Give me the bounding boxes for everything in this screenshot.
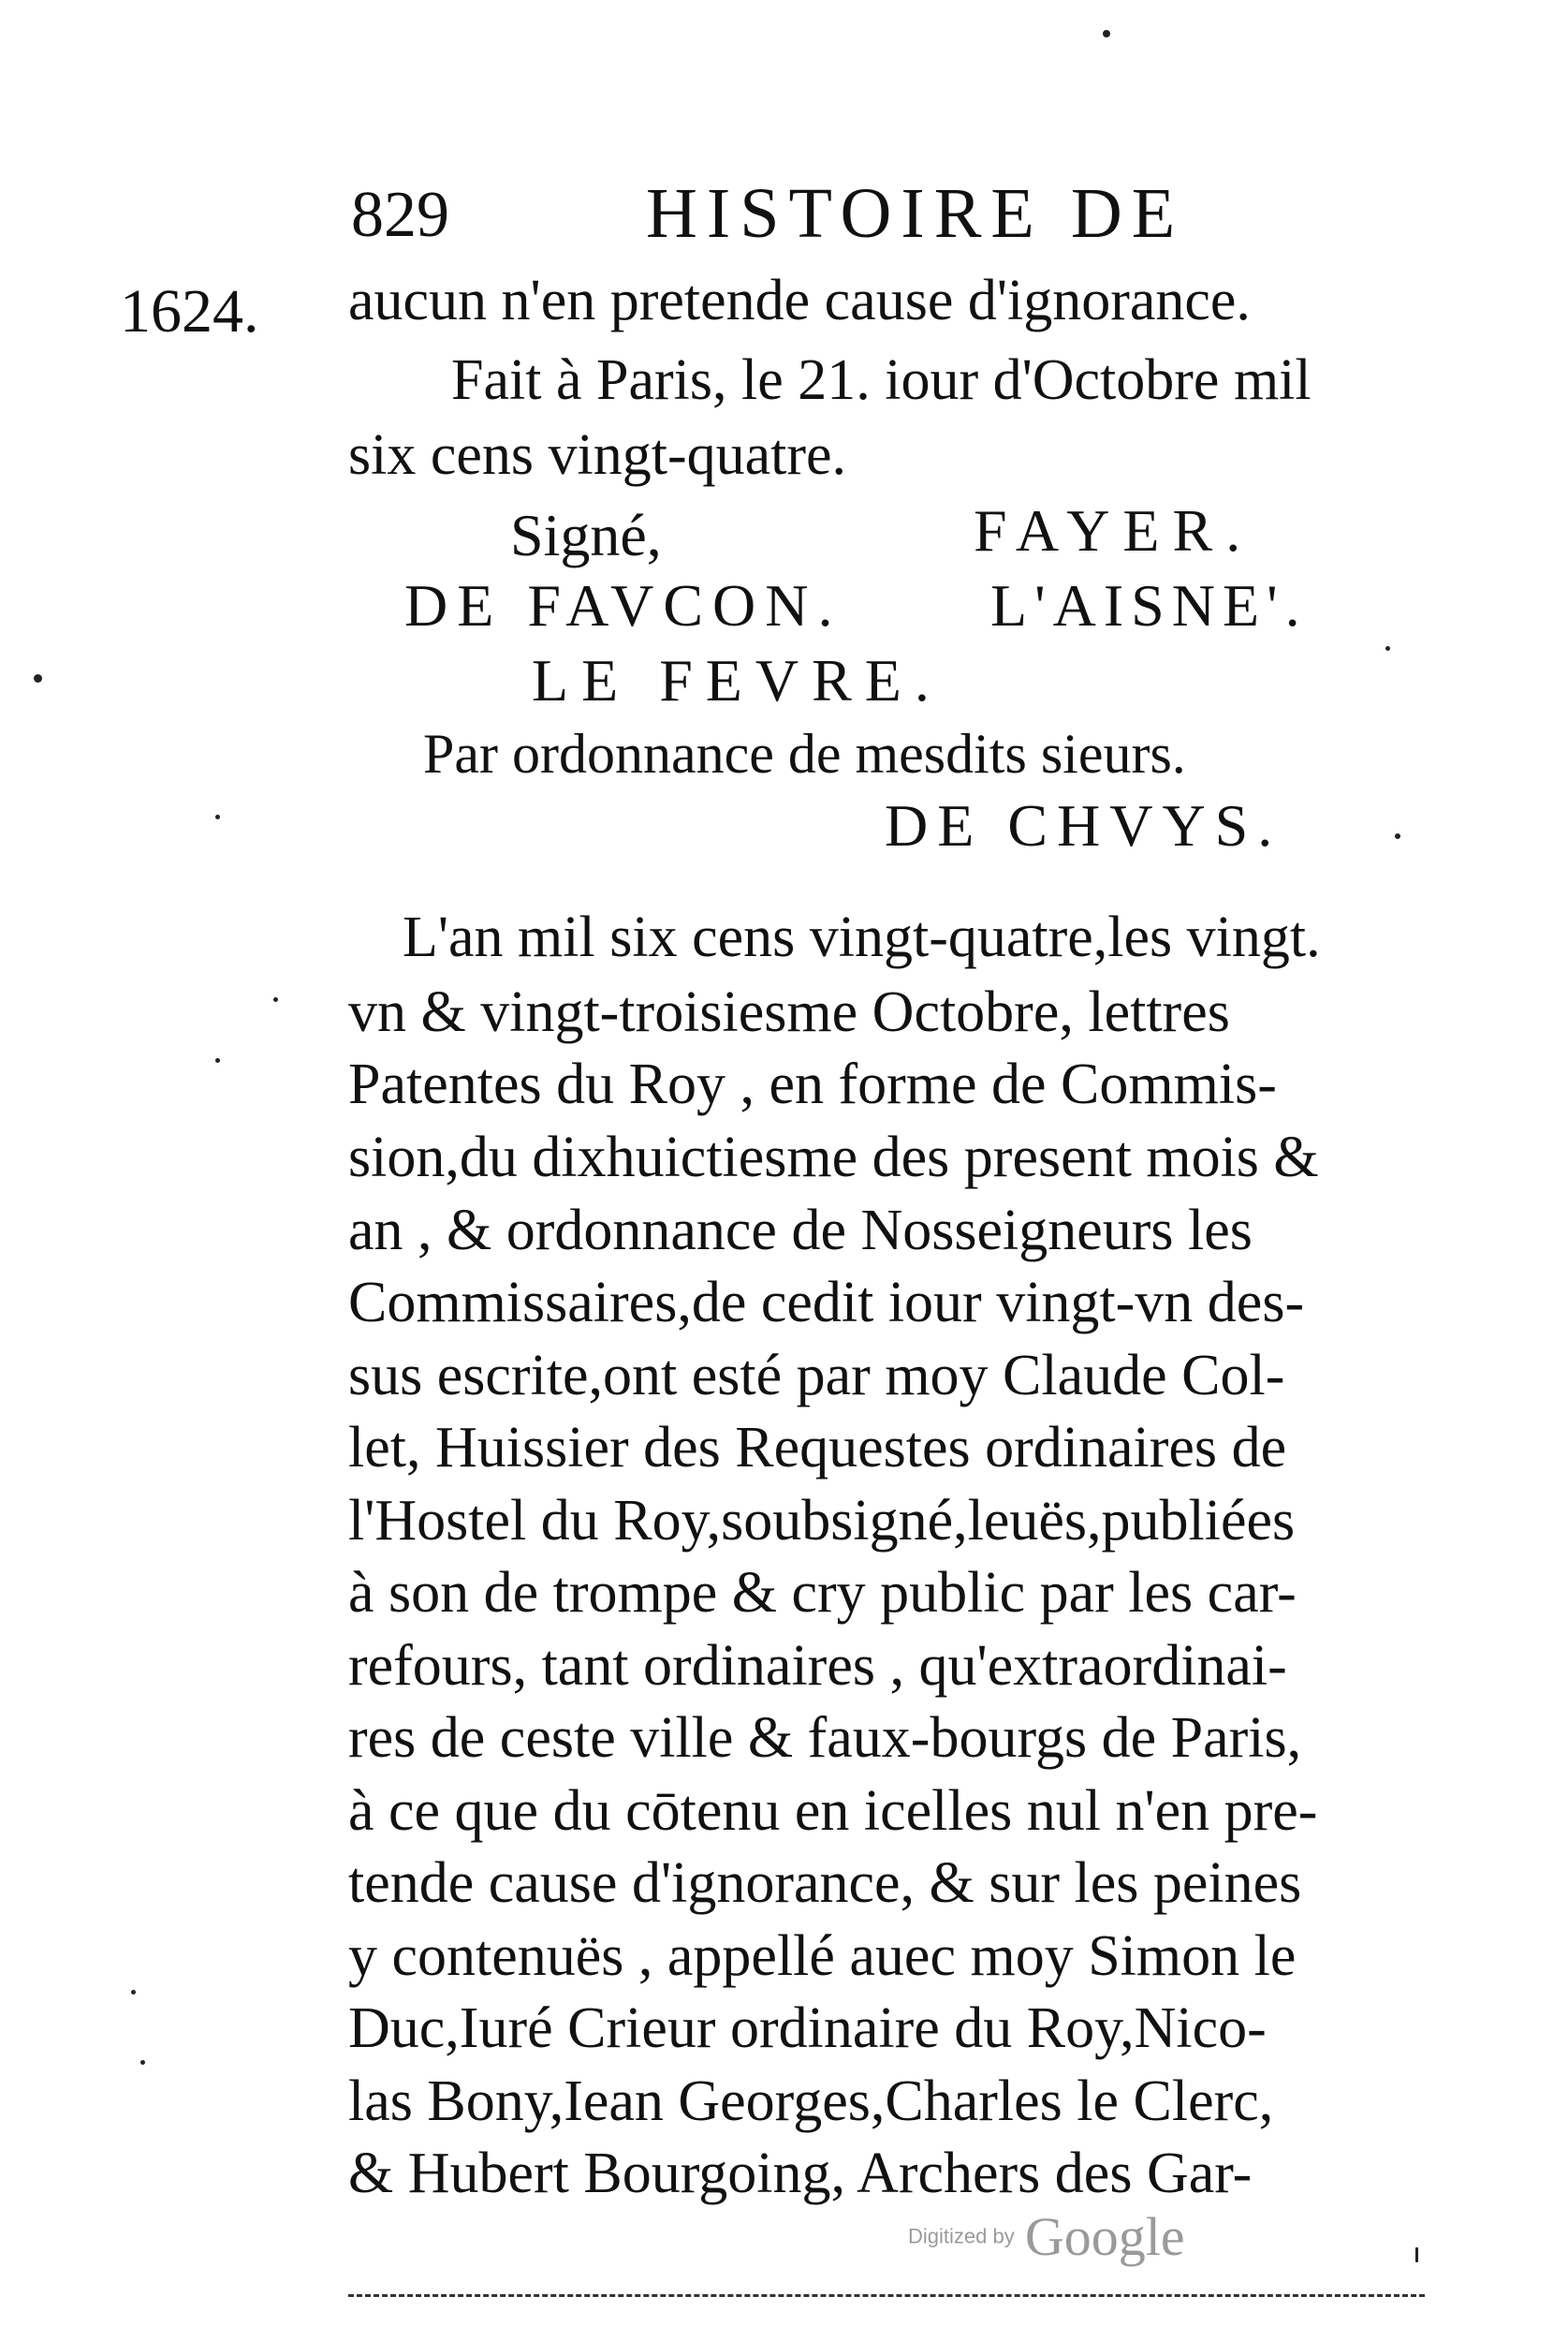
- digitization-watermark: [908, 2205, 1185, 2268]
- watermark-prefix: Digitized by: [908, 2224, 1015, 2248]
- record-line: L'an mil six cens vingt-quatre,les vingt.: [403, 905, 1321, 969]
- ink-speck: [140, 2060, 145, 2065]
- google-logo: Google: [1024, 2206, 1185, 2267]
- record-line: y contenuës , appellé auec moy Simon le: [348, 1924, 1297, 1988]
- record-line: las Bony,Iean Georges,Charles le Clerc,: [348, 2069, 1274, 2133]
- record-line: à ce que du cōtenu en icelles nul n'en pre-: [348, 1779, 1318, 1843]
- record-line: tende cause d'ignorance, & sur les peines: [348, 1851, 1302, 1915]
- signature-chuys: DE CHVYS.: [885, 792, 1282, 859]
- record-line: sus escrite,ont esté par moy Claude Col-: [348, 1344, 1285, 1407]
- ink-speck: [1415, 2247, 1418, 2262]
- record-line: l'Hostel du Roy,soubsigné,leuës,publiées: [348, 1489, 1296, 1553]
- record-line: Patentes du Roy , en forme de Commis-: [348, 1053, 1277, 1116]
- page-number: 829: [351, 179, 449, 251]
- ordinance-line: six cens vingt-quatre.: [348, 423, 847, 487]
- ink-speck: [1103, 30, 1110, 37]
- signature-fayer: FAYER.: [974, 497, 1254, 564]
- ink-speck: [34, 674, 42, 683]
- ink-speck: [273, 997, 278, 1002]
- record-line: an , & ordonnance de Nosseigneurs les: [348, 1199, 1253, 1262]
- par-ordonnance: Par ordonnance de mesdits sieurs.: [423, 723, 1186, 785]
- ink-speck: [131, 1990, 136, 1995]
- record-line: Commissaires,de cedit iour vingt-vn des-: [348, 1271, 1305, 1334]
- record-line: sion,du dixhuictiesme des present mois &: [348, 1126, 1319, 1189]
- ink-speck: [1395, 833, 1400, 839]
- signature-fevre: LE FEVRE.: [532, 647, 943, 714]
- margin-year-note: 1624.: [120, 277, 259, 346]
- ink-speck: [215, 1058, 220, 1063]
- record-line: & Hubert Bourgoing, Archers des Gar-: [348, 2142, 1253, 2205]
- signed-label: Signé,: [510, 502, 662, 568]
- record-line: refours, tant ordinaires , qu'extraordinai-: [348, 1634, 1287, 1698]
- running-title: HISTOIRE DE: [646, 174, 1185, 253]
- record-line: à son de trompe & cry public par les car-: [348, 1561, 1297, 1625]
- ordinance-line: Fait à Paris, le 21. iour d'Octobre mil: [451, 348, 1312, 412]
- record-line: vn & vingt-troisiesme Octobre, lettres: [348, 980, 1230, 1044]
- ink-speck: [1385, 646, 1390, 651]
- ink-speck: [215, 815, 220, 819]
- signature-aisne: L'AISNE'.: [990, 572, 1308, 639]
- bottom-print-rule: [348, 2294, 1425, 2297]
- record-line: let, Huissier des Requestes ordinaires de: [348, 1416, 1287, 1480]
- signature-faucon: DE FAVCON.: [404, 572, 843, 639]
- record-line: Duc,Iuré Crieur ordinaire du Roy,Nico-: [348, 1996, 1267, 2060]
- ordinance-line: aucun n'en pretende cause d'ignorance.: [348, 269, 1251, 332]
- record-line: res de ceste ville & faux-bourgs de Paris,: [348, 1706, 1302, 1770]
